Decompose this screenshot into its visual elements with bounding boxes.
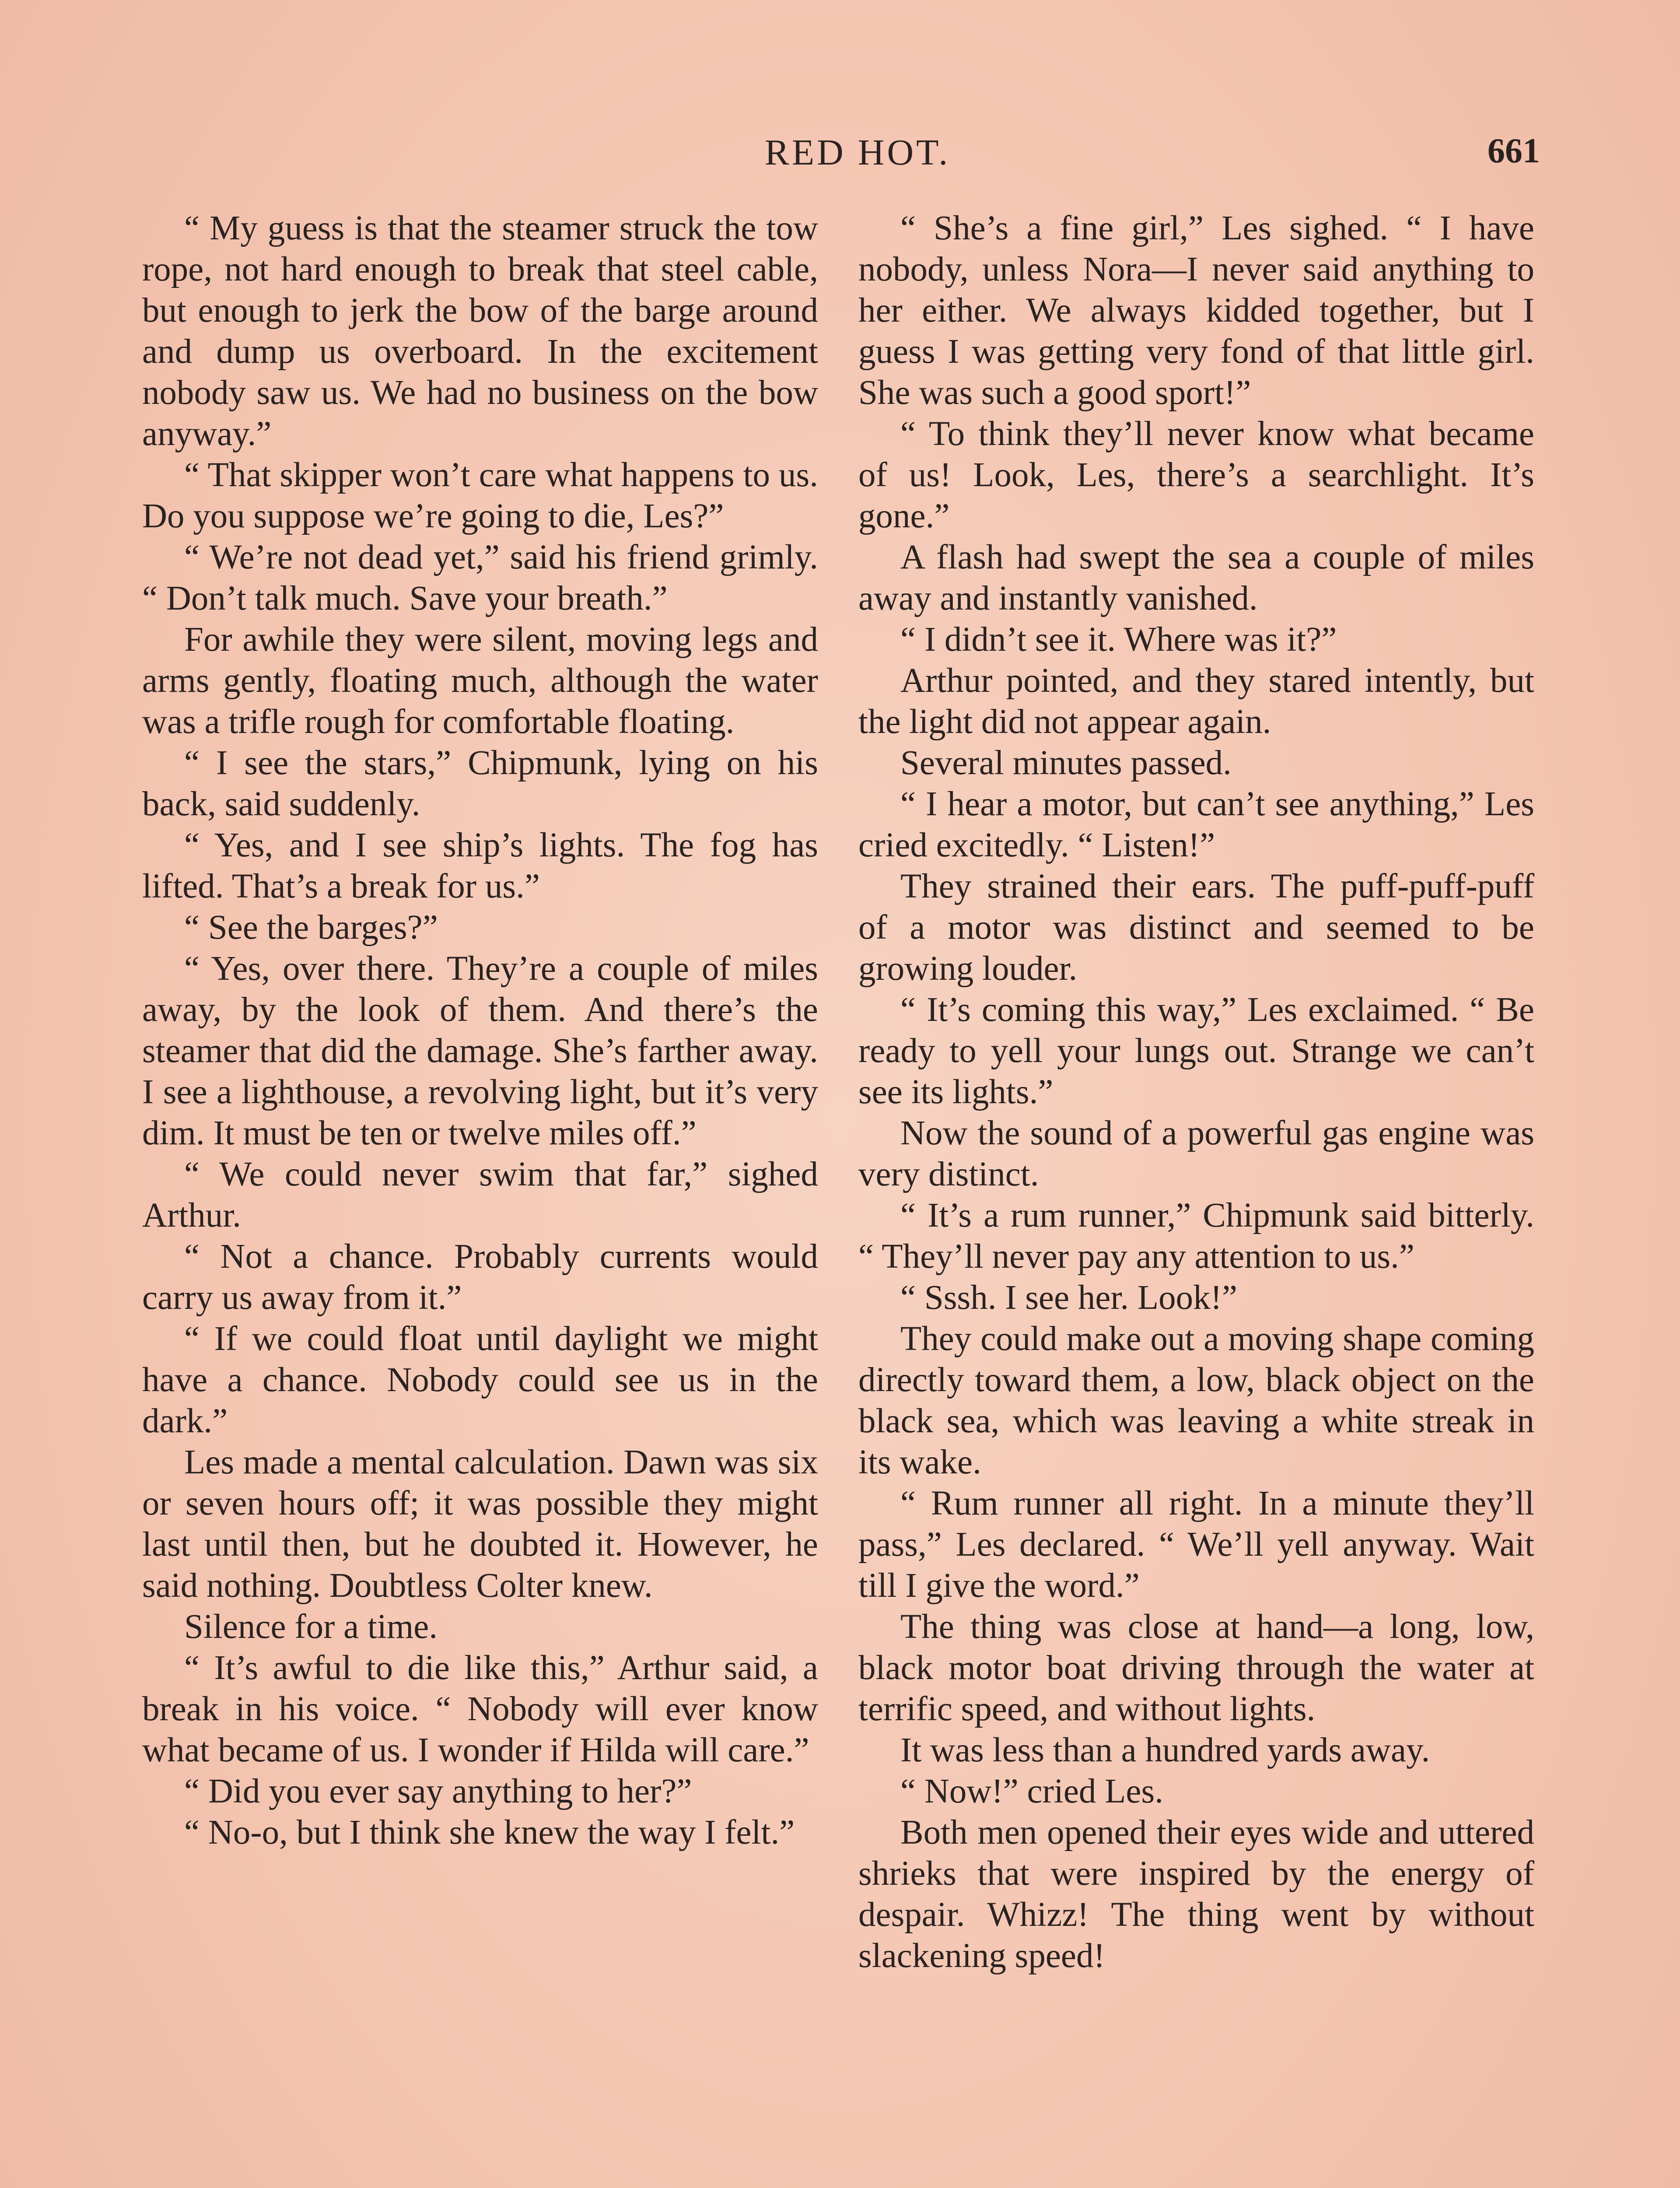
paragraph: “ Rum runner all right. In a minute they’ll pass,” Les declared. “ We’ll yell anyway. Wait till I give the word.” [858,1484,1534,1605]
paragraph: Now the sound of a powerful gas engine was very distinct. [858,1114,1534,1193]
paragraph: “ If we could float until daylight we might have a chance. Nobody could see us in the dark.” [142,1320,818,1440]
paragraph: “ It’s a rum runner,” Chipmunk said bitterly. “ They’ll never pay any attention to us.” [858,1196,1534,1276]
paragraph: “ It’s coming this way,” Les exclaimed. “ Be ready to yell your lungs out. Strange we can’t see its lights.” [858,991,1534,1111]
paragraph: “ We’re not dead yet,” said his friend grimly. “ Don’t talk much. Save your breath.” [142,538,818,617]
page-header [140,131,1540,184]
paragraph: They could make out a moving shape coming directly toward them, a low, black object on the black sea, which was leaving a white streak in its wake. [858,1320,1534,1481]
paragraph: “ Yes, and I see ship’s lights. The fog has lifted. That’s a break for us.” [142,826,818,905]
paragraph: “ Not a chance. Probably currents would carry us away from it.” [142,1238,818,1317]
paragraph: A flash had swept the sea a couple of miles away and instantly vanished. [858,538,1534,617]
paragraph: “ That skipper won’t care what happens to us. Do you suppose we’re going to die, Les?” [142,456,818,535]
paragraph: For awhile they were silent, moving legs and arms gently, floating much, although the water was a trifle rough for comfortable floating. [142,621,818,741]
paragraph: Arthur pointed, and they stared intently, but the light did not appear again. [858,662,1534,741]
paragraph: They strained their ears. The puff-puff-puff of a motor was distinct and seemed to be growing louder. [858,867,1534,988]
running-title: RED HOT. [764,132,951,173]
page-number: 661 [1488,132,1540,170]
paragraph: “ It’s awful to die like this,” Arthur said, a break in his voice. “ Nobody will ever know what became of us. I wonder if Hilda will care.” [142,1649,818,1769]
paragraph: The thing was close at hand—a long, low, black motor boat driving through the water at terrific speed, and without lights. [858,1608,1534,1728]
paragraph: “ Yes, over there. They’re a couple of miles away, by the look of them. And there’s the steamer that did the damage. She’s farther away. I see a lighthouse, a revolving light, but it’s very dim. It must be ten or twelve miles off.” [142,950,818,1152]
paragraph: “ I see the stars,” Chipmunk, lying on his back, said suddenly. [142,744,818,823]
paragraph: Les made a mental calculation. Dawn was six or seven hours off; it was possible they might last until then, but he doubted it. However, he said nothing. Doubtless Colter knew. [142,1443,818,1605]
paragraph: It was less than a hundred yards away. [900,1731,1430,1769]
paragraph: Silence for a time. [184,1608,438,1646]
paragraph: “ We could never swim that far,” sighed Arthur. [142,1155,818,1234]
paragraph: “ To think they’ll never know what became of us! Look, Les, there’s a searchlight. It’s gone.” [858,415,1534,535]
paragraph: “ I didn’t see it. Where was it?” [900,621,1337,659]
paragraph: “ No-o, but I think she knew the way I felt.” [184,1813,795,1851]
paragraph: Both men opened their eyes wide and uttered shrieks that were inspired by the energy of despair. Whizz! The thing went by without slackening speed! [858,1813,1534,1975]
paragraph: “ See the barges?” [184,908,438,947]
paragraph: “ She’s a fine girl,” Les sighed. “ I have nobody, unless Nora—I never said anything to her either. We always kidded together, but I guess I was getting very fond of that little girl. She was such a good sport!” [858,209,1534,412]
paragraph: Several minutes passed. [900,744,1232,782]
paragraph: “ Sssh. I see her. Look!” [900,1279,1238,1317]
paragraph: “ Now!” cried Les. [900,1772,1163,1810]
left-column [142,208,818,1853]
paragraph: “ My guess is that the steamer struck the tow rope, not hard enough to break that steel cable, but enough to jerk the bow of the barge around and dump us overboard. In the excitement nobody saw us. We had no business on the bow anyway.” [142,209,818,453]
right-column [858,208,1534,1977]
paragraph: “ Did you ever say anything to her?” [184,1772,692,1810]
paragraph: “ I hear a motor, but can’t see anything,” Les cried excitedly. “ Listen!” [858,785,1534,864]
